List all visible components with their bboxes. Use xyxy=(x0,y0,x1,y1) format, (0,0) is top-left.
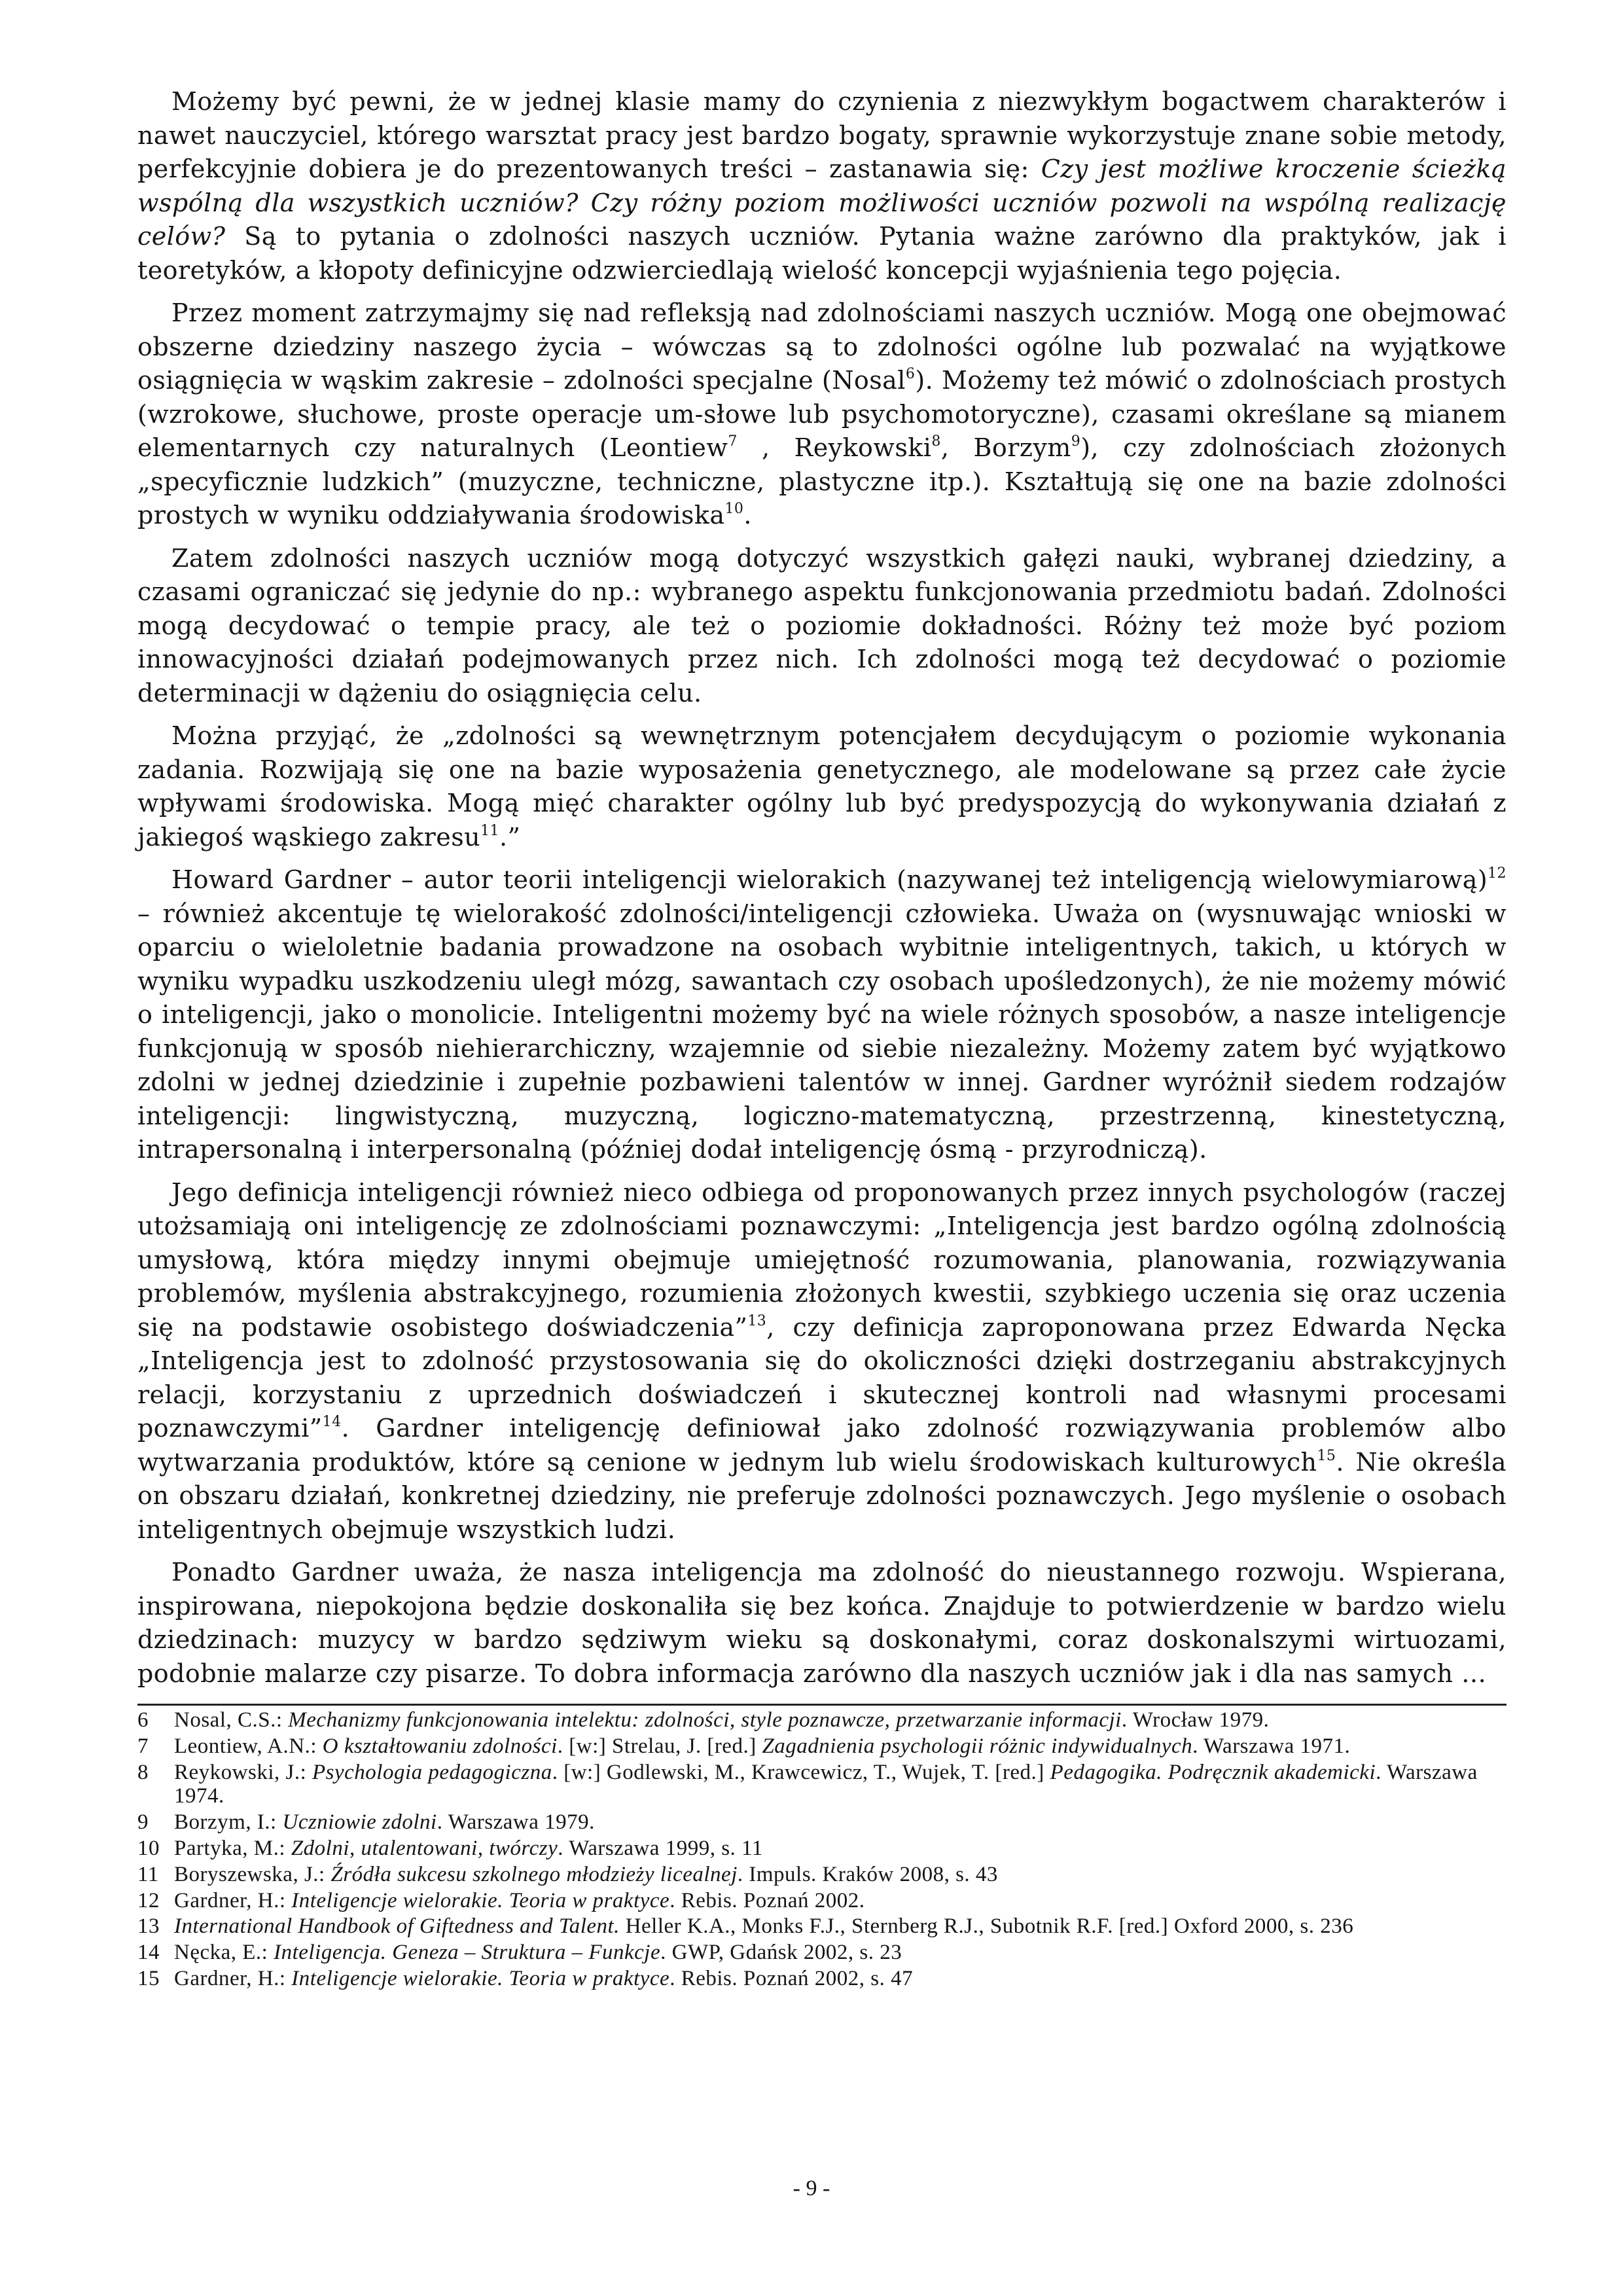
footnote-number: 10 xyxy=(137,1836,160,1860)
footnote-number: 12 xyxy=(137,1888,160,1912)
footnote-text xyxy=(174,1863,1507,1887)
footnote-text xyxy=(174,1734,1507,1759)
footnote-ref: 10 xyxy=(724,501,744,517)
text-run: . Warszawa 1979. xyxy=(437,1810,595,1835)
text-run: Możemy być pewni, że w jednej klasie mamy do czynienia z niezwykłym bogactwem charakterów i nawet nauczyciel, którego warsztat pracy jest bardzo bogaty, sprawnie wykorzystuje znane sobie metody, perfekcyjnie dobiera je do prezentowanych treści – zastanawia się: xyxy=(137,87,1507,183)
text-run: . Warszawa 1974. xyxy=(174,1760,1478,1808)
text-run: . Gardner inteligencję definiował jako zdolność rozwiązywania problemów albo wytwarzania produktów, które są cenione w jednym lub wielu środowiskach kulturowych xyxy=(137,1414,1507,1477)
text-run: . GWP, Gdańsk 2002, s. 23 xyxy=(660,1941,902,1965)
footnote xyxy=(137,1914,1507,1939)
footnote-text xyxy=(174,1889,1507,1913)
text-run: Borzym, I.: xyxy=(174,1810,283,1835)
italic-run: Czy jest możliwe kroczenie ścieżką wspólną dla wszystkich uczniów? Czy różny poziom możliwości uczniów pozwoli na wspólną realizację celów? xyxy=(137,154,1507,251)
footnote xyxy=(137,1941,1507,1965)
footnote-number: 8 xyxy=(137,1760,149,1784)
footnote-text xyxy=(174,1941,1507,1965)
italic-run: O kształtowaniu zdolności xyxy=(322,1734,558,1758)
text-run: – również akcentuje tę wielorakość zdolności/inteligencji człowieka. Uważa on (wysnuwając wnioski w oparciu o wieloletnie badania prowadzone na osobach wybitnie inteligentnych, takich, u których w wyniku wypadku uszkodzeniu uległ mózg, sawantach czy osobach upośledzonych), że nie możemy mówić o inteligencji, jako o monolicie. Inteligentni możemy być na wiele różnych sposobów, a nasze inteligencje funkcjonują w sposób niehierarchiczny, wzajemnie od siebie niezależny. Możemy zatem być wyjątkowo zdolni w jednej dziedzinie i zupełnie pozbawieni talentów w innej. Gardner wyróżnił siedem rodzajów inteligencji: lingwistyczną, muzyczną, logiczno-matematyczną, przestrzenną, kinestetyczną, intrapersonalną i interpersonalną (później dodał inteligencję ósmą - przyrodniczą). xyxy=(137,899,1507,1164)
text-run: , czy definicja zaproponowana przez Edwarda Nęcka „Inteligencja jest to zdolność przystosowania się do okoliczności dzięki dostrzeganiu abstrakcyjnych relacji, korzystaniu z uprzednich doświadczeń i skutecznej kontroli nad własnymi procesami poznawczymi” xyxy=(137,1312,1507,1443)
footnote-ref: 12 xyxy=(1488,865,1507,882)
text-run: . [w:] Strelau, J. [red.] xyxy=(557,1734,762,1758)
italic-run: Mechanizmy funkcjonowania intelektu: zdolności, style poznawcze, przetwarzanie informacji xyxy=(288,1708,1122,1732)
italic-run: International Handbook of Giftedness and Talent. xyxy=(174,1914,620,1939)
footnote-number: 13 xyxy=(137,1914,160,1939)
text-run: Są to pytania o zdolności naszych uczniów. Pytania ważne zarówno dla praktyków, jak i teoretyków, a kłopoty definicyjne odzwierciedlają wielość koncepcji wyjaśnienia tego pojęcia. xyxy=(137,222,1507,285)
footnote-ref: 6 xyxy=(905,366,916,382)
text-run: . [w:] Godlewski, M., Krawcewicz, T., Wujek, T. [red.] xyxy=(552,1760,1050,1784)
text-run: Leontiew, A.N.: xyxy=(174,1734,323,1758)
page-number: - 9 - xyxy=(793,2176,830,2200)
footnote-number: 15 xyxy=(137,1966,160,1990)
footnote-text xyxy=(174,1967,1507,1991)
italic-run: Pedagogika. Podręcznik akademicki xyxy=(1050,1760,1376,1784)
paragraph xyxy=(137,1556,1507,1691)
text-run: Można przyjąć, że „zdolności są wewnętrznym potencjałem decydującym o poziomie wykonania zadania. Rozwijają się one na bazie wyposażenia genetycznego, ale modelowane są przez całe życie wpływami środowiska. Mogą mięć charakter ogólny lub być predyspozycją do wykonywania działań z jakiegoś wąskiego zakresu xyxy=(137,721,1507,852)
footnotes xyxy=(137,1708,1507,1991)
footnote-number: 7 xyxy=(137,1734,149,1758)
text-run: ), czy zdolnościach złożonych „specyficznie ludzkich” (muzyczne, techniczne, plastyczne itp.). Kształtują się one na bazie zdolności prostych w wyniku oddziaływania środowiska xyxy=(137,433,1507,529)
text-run: Jego definicja inteligencji również nieco odbiega od proponowanych przez innych psychologów (raczej utożsamiają oni inteligencję ze zdolnościami poznawczymi: „Inteligencja jest bardzo ogólną zdolnością umysłową, która między innymi obejmuje umiejętność rozumowania, planowania, rozwiązywania problemów, myślenia abstrakcyjnego, rozumienia złożonych kwestii, szybkiego uczenia się oraz uczenia się na podstawie osobistego doświadczenia” xyxy=(137,1177,1507,1342)
footnote xyxy=(137,1708,1507,1732)
paragraph xyxy=(137,85,1507,287)
text-run: . Rebis. Poznań 2002. xyxy=(669,1888,865,1912)
paragraph xyxy=(137,1176,1507,1547)
text-run: Gardner, H.: xyxy=(174,1888,292,1912)
text-run: ). Możemy też mówić o zdolnościach prostych (wzrokowe, słuchowe, proste operacje um-słowe lub psychomotoryczne), czasami określane są mianem elementarnych czy naturalnych (Leontiew xyxy=(137,366,1507,462)
page xyxy=(137,85,1507,1991)
italic-run: Inteligencje wielorakie. Teoria w praktyce xyxy=(291,1888,670,1912)
footnote-separator xyxy=(137,1704,1507,1706)
italic-run: Inteligencja. Geneza – Struktura – Funkcje xyxy=(274,1941,661,1965)
footnote-text xyxy=(174,1810,1507,1835)
text-run: Partyka, M.: xyxy=(174,1836,291,1860)
footnote-text xyxy=(174,1837,1507,1861)
footnote-ref: 15 xyxy=(1317,1447,1336,1464)
footnote xyxy=(137,1967,1507,1991)
text-run: , Reykowski xyxy=(737,433,932,462)
footnote-ref: 8 xyxy=(931,433,941,450)
text-run: Ponadto Gardner uważa, że nasza inteligencja ma zdolność do nieustannego rozwoju. Wspierana, inspirowana, niepokojona będzie doskonaliła się bez końca. Znajduje to potwierdzenie w bardzo wielu dziedzinach: muzycy w bardzo sędziwym wieku są doskonałymi, coraz doskonalszymi wirtuozami, podobnie malarze czy pisarze. To dobra informacja zarówno dla naszych uczniów jak i dla nas samych … xyxy=(137,1558,1507,1688)
text-run: Nosal, C.S.: xyxy=(174,1708,289,1732)
footnote-ref: 13 xyxy=(747,1312,767,1329)
text-run: . Warszawa 1971. xyxy=(1192,1734,1351,1758)
text-run: Reykowski, J.: xyxy=(174,1760,313,1784)
text-run: Gardner, H.: xyxy=(174,1966,292,1990)
footnote-ref: 7 xyxy=(728,433,738,450)
italic-run: Zdolni, utalentowani, twórczy xyxy=(291,1836,558,1860)
footnote xyxy=(137,1863,1507,1887)
body-text xyxy=(137,85,1507,1691)
italic-run: Inteligencje wielorakie. Teoria w praktyce xyxy=(291,1966,670,1990)
footnote-number: 9 xyxy=(137,1810,149,1835)
footnote xyxy=(137,1810,1507,1835)
footnote xyxy=(137,1734,1507,1759)
text-run: , Borzym xyxy=(940,433,1071,462)
footnote xyxy=(137,1889,1507,1913)
text-run: .” xyxy=(499,822,521,852)
text-run: Przez moment zatrzymajmy się nad refleksją nad zdolnościami naszych uczniów. Mogą one obejmować obszerne dziedziny naszego życia – wówczas są to zdolności ogólne lub pozwalać na wyjątkowe osiągnięcia w wąskim zakresie – zdolności specjalne (Nosal xyxy=(137,298,1507,395)
text-run: . Wrocław 1979. xyxy=(1121,1708,1270,1732)
paragraph xyxy=(137,542,1507,711)
footnote-number: 14 xyxy=(137,1941,160,1965)
text-run: . xyxy=(743,501,752,529)
italic-run: Źródła sukcesu szkolnego młodzieży licealnej xyxy=(330,1862,738,1886)
footnote-number: 6 xyxy=(137,1708,149,1732)
text-run: Nęcka, E.: xyxy=(174,1941,274,1965)
footnote-ref: 11 xyxy=(480,822,500,839)
italic-run: Uczniowie zdolni xyxy=(282,1810,437,1835)
italic-run: Psychologia pedagogiczna xyxy=(312,1760,552,1784)
text-run: Zatem zdolności naszych uczniów mogą dotyczyć wszystkich gałęzi nauki, wybranej dziedziny, a czasami ograniczać się jedynie do np.: wybranego aspektu funkcjonowania przedmiotu badań. Zdolności mogą decydować o tempie pracy, ale też o poziomie dokładności. Różny też może być poziom innowacyjności działań podejmowanych przez nich. Ich zdolności mogą też decydować o poziomie determinacji w dążeniu do osiągnięcia celu. xyxy=(137,543,1507,708)
footnote-ref: 14 xyxy=(322,1414,342,1430)
text-run: . Rebis. Poznań 2002, s. 47 xyxy=(669,1966,914,1990)
text-run: . Nie określa on obszaru działań, konkretnej dziedziny, nie preferuje zdolności poznawczych. Jego myślenie o osobach inteligentnych obejmuje wszystkich ludzi. xyxy=(137,1447,1507,1544)
footnote-text xyxy=(174,1761,1507,1809)
footnote-number: 11 xyxy=(137,1862,159,1886)
text-run: . Warszawa 1999, s. 11 xyxy=(558,1836,763,1860)
footnote-text xyxy=(174,1708,1507,1732)
footnote-ref: 9 xyxy=(1071,433,1081,450)
paragraph xyxy=(137,296,1507,533)
text-run: Heller K.A., Monks F.J., Sternberg R.J., Subotnik R.F. [red.] Oxford 2000, s. 236 xyxy=(619,1914,1354,1939)
paragraph xyxy=(137,863,1507,1167)
text-run: Boryszewska, J.: xyxy=(174,1862,331,1886)
footnote xyxy=(137,1837,1507,1861)
paragraph xyxy=(137,719,1507,854)
footnote xyxy=(137,1761,1507,1809)
text-run: Howard Gardner – autor teorii inteligencji wielorakich (nazywanej też inteligencją wielowymiarową) xyxy=(171,865,1488,894)
italic-run: Zagadnienia psychologii różnic indywidualnych xyxy=(762,1734,1193,1758)
footnote-text xyxy=(174,1914,1507,1939)
text-run: . Impuls. Kraków 2008, s. 43 xyxy=(737,1862,998,1886)
